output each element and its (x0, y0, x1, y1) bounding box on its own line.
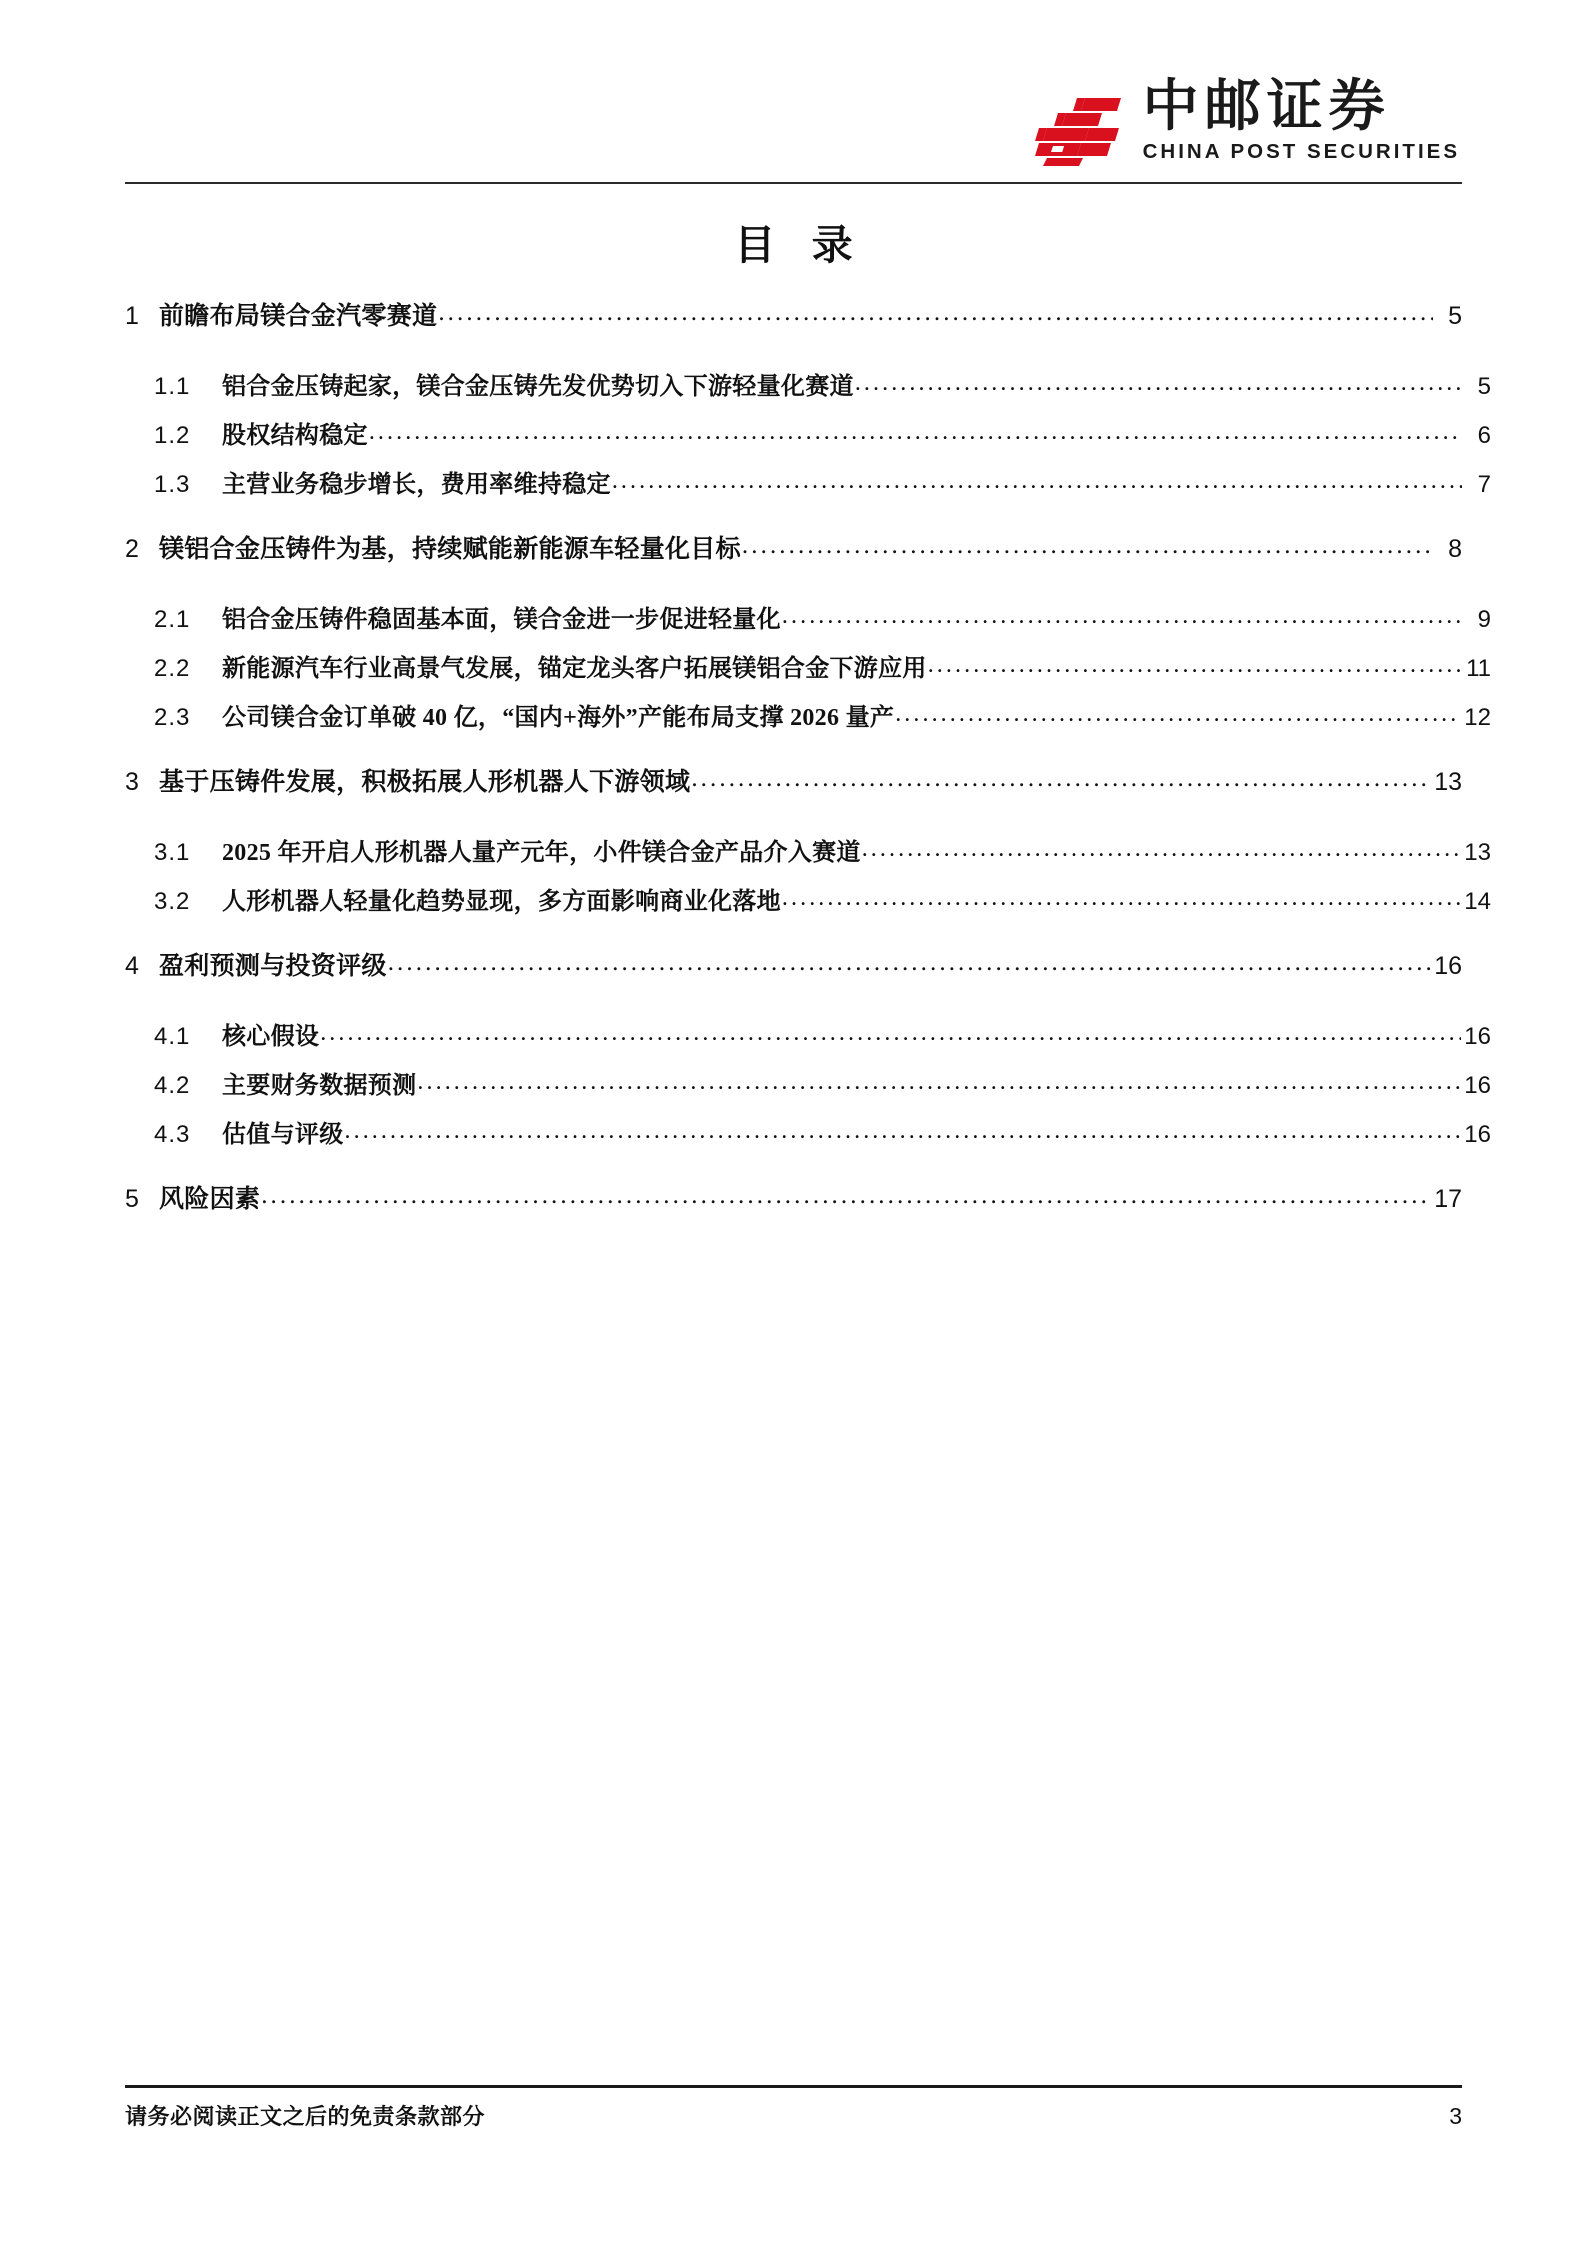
toc-entry[interactable] (125, 599, 1491, 634)
toc-leader-dots (345, 1118, 1462, 1142)
toc-leader-dots (742, 532, 1433, 557)
toc-leader-dots (612, 468, 1462, 492)
toc-leader-dots (388, 949, 1431, 974)
toc-entry[interactable] (125, 1065, 1491, 1100)
brand-logo (1033, 74, 1460, 166)
toc-entry-label: 盈利预测与投资评级 (159, 953, 387, 980)
toc-leader-dots (261, 1182, 1431, 1207)
toc-entry-page: 13 (1464, 839, 1491, 866)
toc-entry-page: 16 (1464, 1023, 1491, 1050)
toc-entry[interactable] (125, 881, 1491, 916)
toc-entry-label: 新能源汽车行业高景气发展，锚定龙头客户拓展镁铝合金下游应用 (222, 656, 927, 682)
toc-entry-label: 风险因素 (159, 1186, 261, 1213)
toc-entry-label: 主营业务稳步增长，费用率维持稳定 (222, 472, 611, 498)
china-post-logo-icon (1033, 92, 1125, 166)
footer-page-number: 3 (1449, 2103, 1462, 2129)
toc-entry-page: 5 (1477, 373, 1491, 400)
toc-entry-number: 2 (125, 535, 140, 563)
toc-entry-number: 4.2 (154, 1072, 191, 1099)
toc-entry-label: 铝合金压铸起家，镁合金压铸先发优势切入下游轻量化赛道 (222, 374, 854, 400)
toc-entry-number: 1.1 (154, 373, 191, 400)
toc-entry-page: 16 (1464, 1121, 1491, 1148)
toc-entry-page: 8 (1448, 535, 1462, 563)
footer-divider (125, 2085, 1462, 2088)
toc-entry[interactable] (125, 697, 1491, 732)
toc-entry-label: 人形机器人轻量化趋势显现，多方面影响商业化落地 (222, 889, 781, 915)
toc-entry-page: 14 (1464, 888, 1491, 915)
toc-entry-number: 2.3 (154, 704, 191, 731)
toc-entry-number: 2.2 (154, 655, 191, 682)
toc-entry-page: 6 (1477, 422, 1491, 449)
toc-entry-page: 11 (1466, 655, 1491, 682)
toc-entry-page: 12 (1464, 704, 1491, 731)
toc-entry-number: 1.3 (154, 471, 191, 498)
toc-entry-label: 基于压铸件发展，积极拓展人形机器人下游领域 (159, 769, 691, 796)
toc-entry[interactable] (125, 464, 1491, 499)
brand-name-cn: 中邮证券 (1142, 74, 1391, 139)
page-footer (125, 2100, 1462, 2131)
toc-entry-number: 1.2 (154, 422, 191, 449)
toc-entry-number: 2.1 (154, 606, 191, 633)
footer-disclaimer: 请务必阅读正文之后的免责条款部分 (125, 2104, 486, 2129)
toc-entry-label: 公司镁合金订单破 40 亿，“国内+海外”产能布局支撑 2026 量产 (222, 705, 895, 731)
toc-entry-label: 2025 年开启人形机器人量产元年，小件镁合金产品介入赛道 (222, 840, 861, 866)
toc-entry-label: 股权结构稳定 (222, 423, 368, 449)
toc-entry-page: 13 (1434, 768, 1462, 796)
toc-entry[interactable] (125, 1114, 1491, 1149)
toc-leader-dots (417, 1069, 1461, 1093)
toc-entry-page: 5 (1448, 302, 1462, 330)
toc-entry[interactable] (125, 1016, 1491, 1051)
toc-entry-number: 4.3 (154, 1121, 191, 1148)
toc-leader-dots (782, 603, 1462, 627)
toc-entry-label: 铝合金压铸件稳固基本面，镁合金进一步促进轻量化 (222, 607, 781, 633)
toc-entry-page: 7 (1477, 471, 1491, 498)
toc-entry-number: 4.1 (154, 1023, 191, 1050)
page-header (0, 0, 1587, 190)
toc-leader-dots (320, 1020, 1461, 1044)
toc-entry[interactable] (125, 648, 1491, 683)
toc-entry[interactable] (125, 762, 1462, 798)
toc-leader-dots (928, 652, 1462, 676)
toc-leader-dots (782, 885, 1461, 909)
toc-leader-dots (855, 370, 1462, 394)
toc-entry[interactable] (125, 832, 1491, 867)
table-of-contents (125, 296, 1491, 1249)
page-title: 目 录 (734, 222, 866, 268)
toc-entry-number: 4 (125, 952, 140, 980)
toc-entry-number: 1 (125, 302, 140, 330)
toc-entry[interactable] (125, 366, 1491, 401)
toc-leader-dots (369, 419, 1462, 443)
toc-entry-page: 17 (1434, 1185, 1462, 1213)
toc-entry-page: 9 (1477, 606, 1491, 633)
toc-leader-dots (862, 836, 1462, 860)
toc-leader-dots (691, 765, 1431, 790)
toc-entry[interactable] (125, 296, 1462, 332)
toc-entry[interactable] (125, 946, 1462, 982)
toc-entry[interactable] (125, 1179, 1462, 1215)
toc-entry-number: 3 (125, 768, 140, 796)
header-divider (125, 182, 1462, 184)
toc-entry[interactable] (125, 529, 1462, 565)
toc-entry-number: 3.1 (154, 839, 191, 866)
toc-leader-dots (895, 701, 1461, 725)
brand-wordmark (1142, 74, 1460, 164)
toc-entry[interactable] (125, 415, 1491, 450)
toc-entry-number: 5 (125, 1185, 140, 1213)
toc-entry-label: 核心假设 (222, 1024, 320, 1050)
toc-entry-label: 估值与评级 (222, 1122, 344, 1148)
toc-entry-page: 16 (1434, 952, 1462, 980)
toc-leader-dots (438, 299, 1433, 324)
toc-entry-label: 主要财务数据预测 (222, 1073, 417, 1099)
brand-name-en: CHINA POST SECURITIES (1142, 140, 1460, 164)
toc-entry-page: 16 (1464, 1072, 1491, 1099)
toc-entry-label: 镁铝合金压铸件为基，持续赋能新能源车轻量化目标 (159, 536, 741, 563)
toc-entry-label: 前瞻布局镁合金汽零赛道 (159, 303, 438, 330)
toc-entry-number: 3.2 (154, 888, 191, 915)
